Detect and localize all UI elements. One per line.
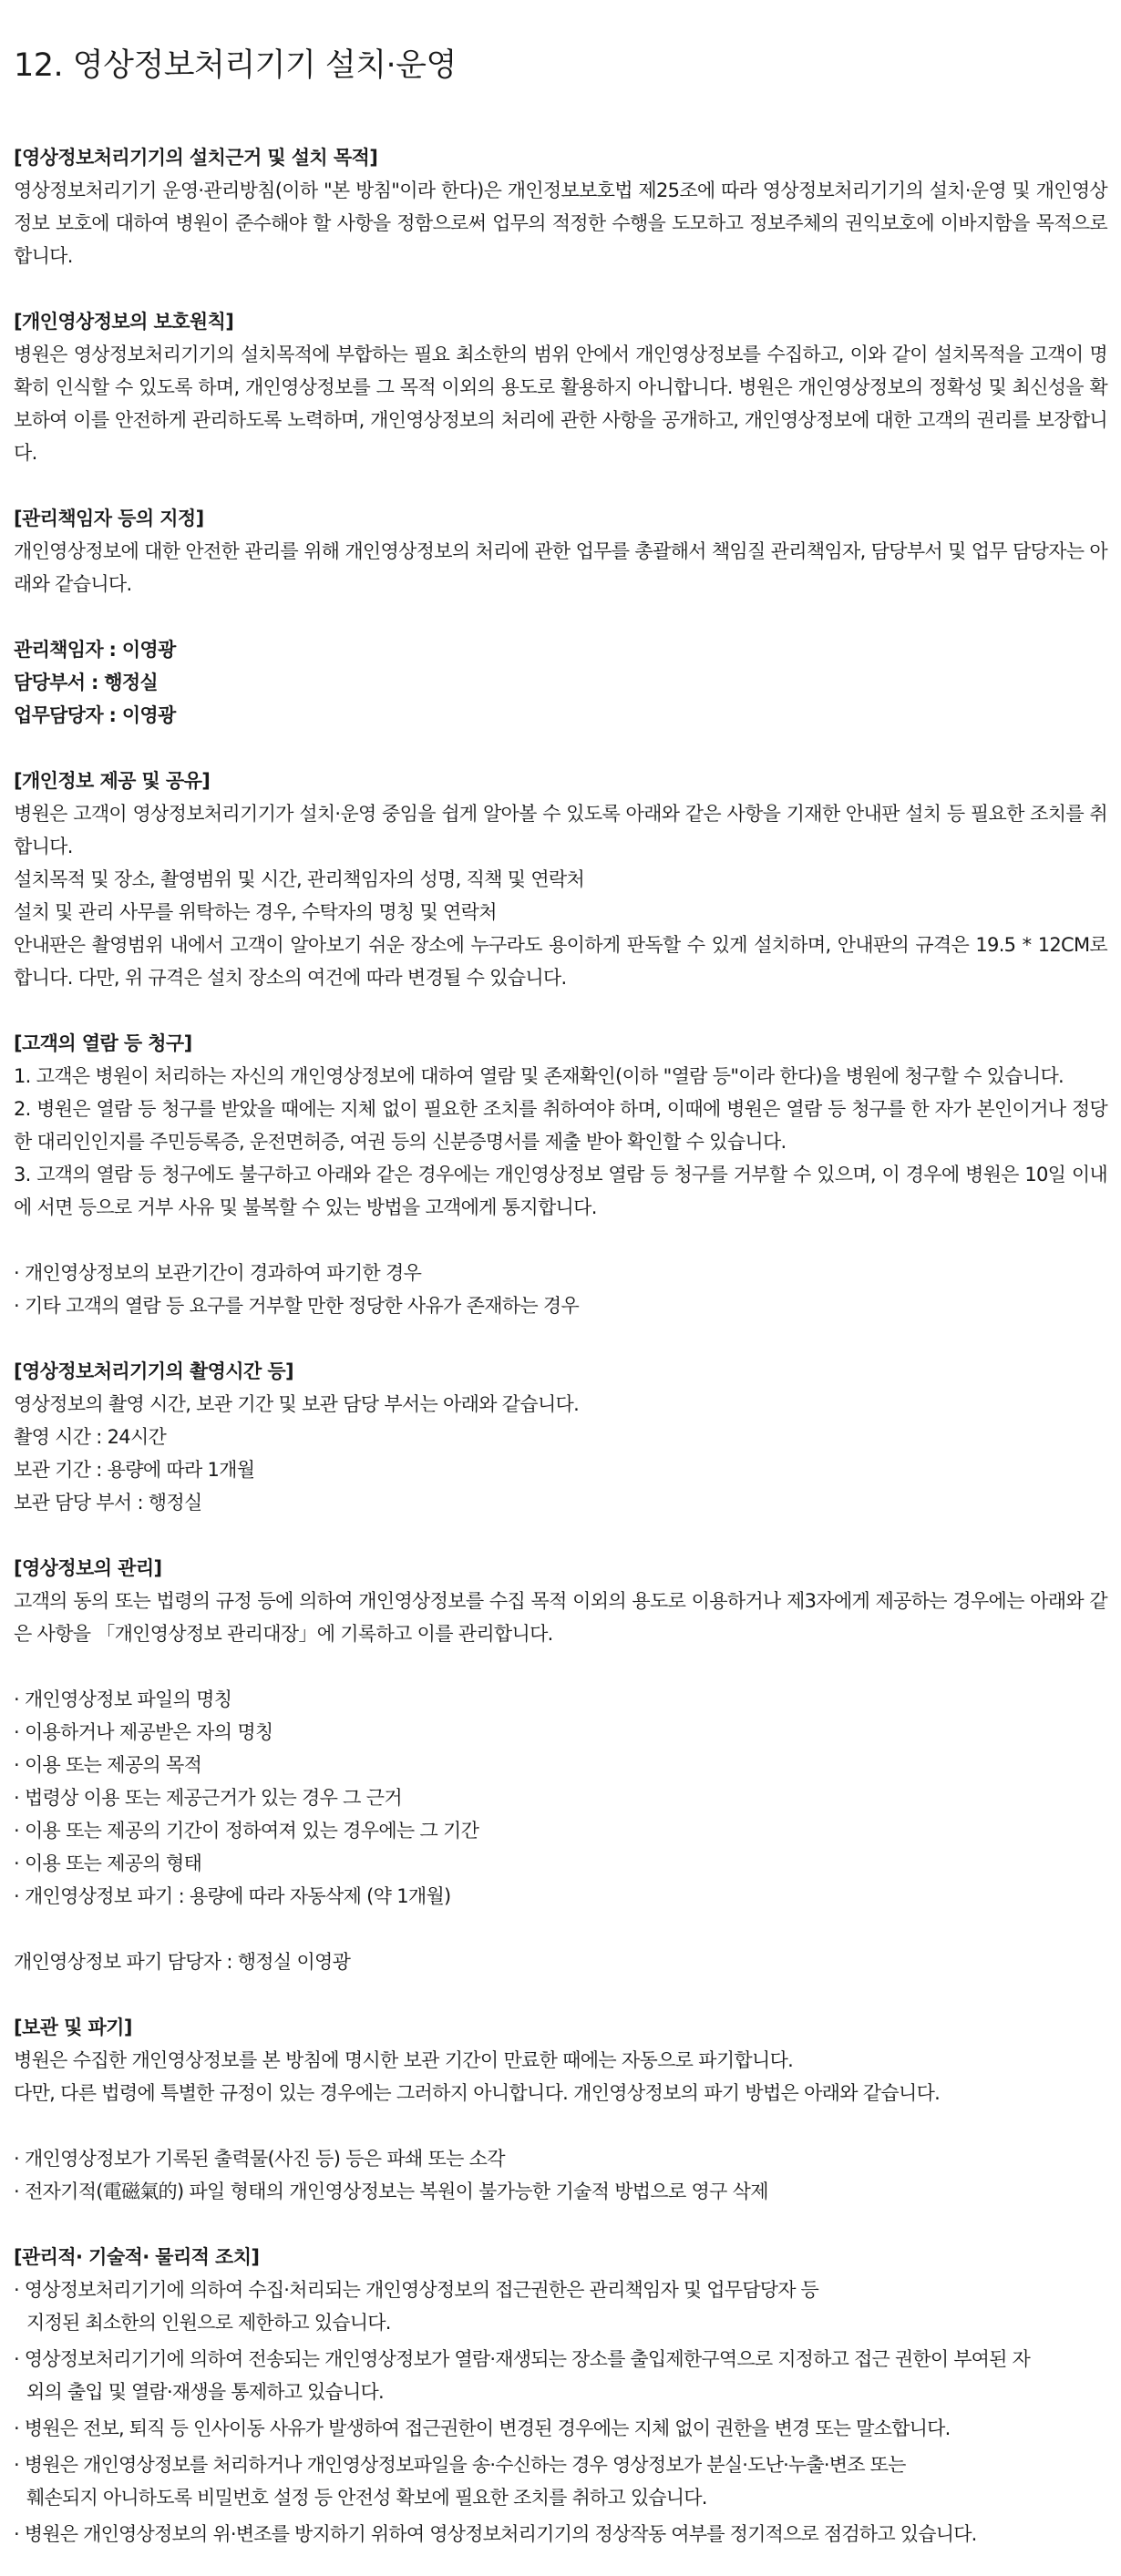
- measure-text: 외의 출입 및 열람·재생을 통제하고 있습니다.: [26, 2381, 384, 2403]
- sharing-line: 안내판은 촬영범위 내에서 고객이 알아보기 쉬운 장소에 누구라도 용이하게 판독할 수 있게 설치하며, 안내판의 규격은 19.5 * 12CM로 합니다. 다만, 위 규격은 설치 장소의 여건에 따라 변경될 수 있습니다.: [14, 934, 1107, 989]
- section-paragraph: 병원은 영상정보처리기기의 설치목적에 부합하는 필요 최소한의 범위 안에서 개인영상정보를 수집하고, 이와 같이 설치목적을 고객이 명확히 인식할 수 있도록 하며, 개인영상정보를 그 목적 이외의 용도로 활용하지 아니합니다. 병원은 개인영상정보의 정확성 및 최신성을 확보하여 이를 안전하게 관리하도록 노력하며, 개인영상정보의 처리에 관한 사항을 공개하고, 개인영상정보에 대한 고객의 권리를 보장합니다.: [14, 344, 1107, 464]
- list-item: · 전자기적(電磁氣的) 파일 형태의 개인영상정보는 복원이 불가능한 기술적 방법으로 영구 삭제: [14, 2181, 768, 2202]
- destruction-line: 다만, 다른 법령에 특별한 규정이 있는 경우에는 그러하지 아니합니다. 개인영상정보의 파기 방법은 아래와 같습니다.: [14, 2082, 941, 2104]
- management-list: [14, 1683, 1107, 1913]
- section-heading: [개인정보 제공 및 공유]: [14, 770, 211, 792]
- section-purpose: [14, 141, 1107, 272]
- measure-item: [14, 2448, 1107, 2514]
- section-heading: [고객의 열람 등 청구]: [14, 1032, 192, 1054]
- destruction-list: [14, 2142, 1107, 2208]
- measure-text: · 병원은 전보, 퇴직 등 인사이동 사유가 발생하여 접근권한이 변경된 경우에는 지체 없이 권한을 변경 또는 말소합니다.: [14, 2417, 951, 2439]
- measure-text: · 병원은 개인영상정보를 처리하거나 개인영상정보파일을 송·수신하는 경우 영상정보가 분실·도난·누출·변조 또는: [14, 2454, 906, 2476]
- sharing-line: 설치목적 및 장소, 촬영범위 및 시간, 관리책임자의 성명, 직책 및 연락처: [14, 868, 585, 890]
- access-bullet: · 기타 고객의 열람 등 요구를 거부할 만한 정당한 사유가 존재하는 경우: [14, 1295, 580, 1317]
- access-item: 2. 병원은 열람 등 청구를 받았을 때에는 지체 없이 필요한 조치를 취하여야 하며, 이때에 병원은 열람 등 청구를 한 자가 본인이거나 정당한 대리인인지를 주민등록증, 운전면허증, 여권 등의 신분증명서를 제출 받아 확인할 수 있습니다.: [14, 1098, 1107, 1153]
- list-item: · 개인영상정보 파기 : 용량에 따라 자동삭제 (약 1개월): [14, 1885, 451, 1907]
- recording-time: 촬영 시간 : 24시간: [14, 1426, 167, 1448]
- section-principle: [14, 305, 1107, 469]
- section-heading: [개인영상정보의 보호원칙]: [14, 311, 234, 333]
- section-heading: [영상정보처리기기의 설치근거 및 설치 목적]: [14, 147, 378, 169]
- list-item: · 법령상 이용 또는 제공근거가 있는 경우 그 근거: [14, 1787, 402, 1809]
- destroyer-line: 개인영상정보 파기 담당자 : 행정실 이영광: [14, 1951, 351, 1973]
- measure-item: [14, 2273, 1107, 2339]
- section-paragraph: 영상정보의 촬영 시간, 보관 기간 및 보관 담당 부서는 아래와 같습니다.: [14, 1393, 580, 1415]
- list-item: · 이용 또는 제공의 기간이 정하여져 있는 경우에는 그 기간: [14, 1820, 479, 1842]
- section-manager: [14, 502, 1107, 732]
- section-paragraph: 개인영상정보에 대한 안전한 관리를 위해 개인영상정보의 처리에 관한 업무를 총괄해서 책임질 관리책임자, 담당부서 및 업무 담당자는 아래와 같습니다.: [14, 540, 1107, 595]
- measure-item: [14, 2343, 1107, 2408]
- page-title: 12. 영상정보처리기기 설치·운영: [14, 47, 457, 84]
- manager-dept: 담당부서 : 행정실: [14, 672, 159, 693]
- list-item: · 이용하거나 제공받은 자의 명칭: [14, 1721, 273, 1743]
- section-paragraph: 영상정보처리기기 운영·관리방침(이하 "본 방침"이라 한다)은 개인정보보호법 제25조에 따라 영상정보처리기기의 설치·운영 및 개인영상정보 보호에 대하여 병원이 준수해야 할 사항을 정함으로써 업무의 적정한 수행을 도모하고 정보주체의 권익보호에 이바지함을 목적으로 합니다.: [14, 180, 1107, 267]
- section-access: [14, 1027, 1107, 1322]
- list-item: · 이용 또는 제공의 형태: [14, 1852, 202, 1874]
- access-item: 1. 고객은 병원이 처리하는 자신의 개인영상정보에 대하여 열람 및 존재확인(이하 "열람 등"이라 한다)을 병원에 청구할 수 있습니다.: [14, 1065, 1064, 1087]
- section-heading: [관리적· 기술적· 물리적 조치]: [14, 2246, 260, 2268]
- measure-text: · 병원은 개인영상정보의 위·변조를 방지하기 위하여 영상정보처리기기의 정상작동 여부를 정기적으로 점검하고 있습니다.: [14, 2523, 977, 2545]
- list-item: · 이용 또는 제공의 목적: [14, 1754, 202, 1776]
- section-heading: [보관 및 파기]: [14, 2017, 132, 2038]
- measure-text: · 영상정보처리기기에 의하여 전송되는 개인영상정보가 열람·재생되는 장소를 출입제한구역으로 지정하고 접근 권한이 부여된 자: [14, 2348, 1031, 2370]
- manager-chief: 관리책임자 : 이영광: [14, 639, 176, 661]
- recording-period: 보관 기간 : 용량에 따라 1개월: [14, 1459, 255, 1481]
- section-measures: [14, 2241, 1107, 2550]
- measure-text: · 영상정보처리기기에 의하여 수집·처리되는 개인영상정보의 접근권한은 관리책임자 및 업무담당자 등: [14, 2279, 819, 2301]
- section-paragraph: 병원은 고객이 영상정보처리기기가 설치·운영 중임을 쉽게 알아볼 수 있도록 아래와 같은 사항을 기재한 안내판 설치 등 필요한 조치를 취합니다.: [14, 803, 1107, 857]
- section-heading: [관리책임자 등의 지정]: [14, 508, 204, 529]
- measure-item: [14, 2412, 1107, 2445]
- measure-item: [14, 2518, 1107, 2550]
- section-management: [14, 1552, 1107, 1978]
- section-recording: [14, 1355, 1107, 1519]
- measure-text: 훼손되지 아니하도록 비밀번호 설정 등 안전성 확보에 필요한 조치를 취하고 있습니다.: [26, 2487, 707, 2509]
- sharing-line: 설치 및 관리 사무를 위탁하는 경우, 수탁자의 명칭 및 연락처: [14, 901, 497, 923]
- section-heading: [영상정보처리기기의 촬영시간 등]: [14, 1360, 294, 1382]
- list-item: · 개인영상정보가 기록된 출력물(사진 등) 등은 파쇄 또는 소각: [14, 2148, 505, 2170]
- section-sharing: [14, 765, 1107, 994]
- manager-staff: 업무담당자 : 이영광: [14, 704, 176, 726]
- access-bullet: · 개인영상정보의 보관기간이 경과하여 파기한 경우: [14, 1262, 422, 1284]
- list-item: · 개인영상정보 파일의 명칭: [14, 1688, 232, 1710]
- measure-text: 지정된 최소한의 인원으로 제한하고 있습니다.: [26, 2312, 391, 2334]
- access-item: 3. 고객의 열람 등 청구에도 불구하고 아래와 같은 경우에는 개인영상정보 열람 등 청구를 거부할 수 있으며, 이 경우에 병원은 10일 이내에 서면 등으로 거부 사유 및 불복할 수 있는 방법을 고객에게 통지합니다.: [14, 1164, 1107, 1218]
- section-heading: [영상정보의 관리]: [14, 1557, 162, 1579]
- recording-dept: 보관 담당 부서 : 행정실: [14, 1492, 202, 1514]
- section-destruction: [14, 2011, 1107, 2208]
- section-paragraph: 고객의 동의 또는 법령의 규정 등에 의하여 개인영상정보를 수집 목적 이외의 용도로 이용하거나 제3자에게 제공하는 경우에는 아래와 같은 사항을 「개인영상정보 관리대장」에 기록하고 이를 관리합니다.: [14, 1590, 1107, 1645]
- destruction-line: 병원은 수집한 개인영상정보를 본 방침에 명시한 보관 기간이 만료한 때에는 자동으로 파기합니다.: [14, 2049, 794, 2071]
